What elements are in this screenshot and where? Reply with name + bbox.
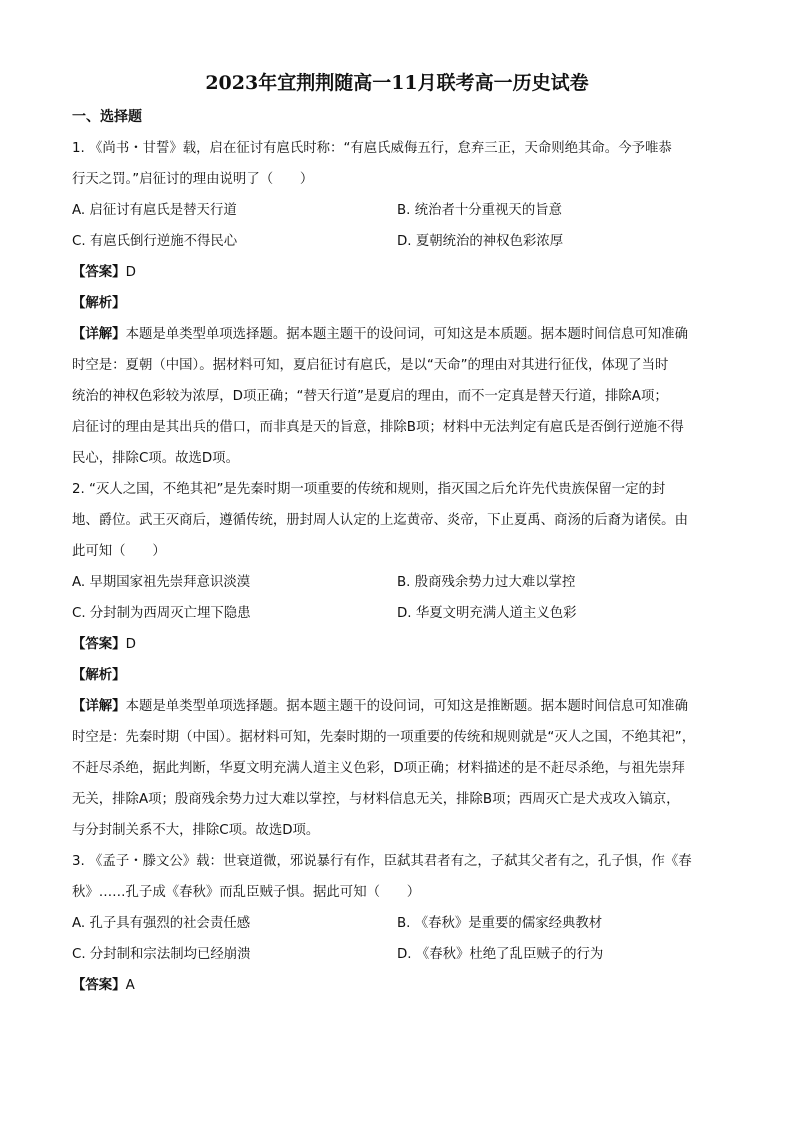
detail-line: 时空是：夏朝（中国）。据材料可知，夏启征讨有扈氏，是以“天命”的理由对其进行征伐，体现了当时 [72,358,669,373]
questions [72,140,722,1008]
option-c: C. 有扈氏倒行逆施不得民心 [72,234,238,249]
option-d: D. 夏朝统治的神权色彩浓厚 [397,234,564,249]
section-heading: 一、选择题 [72,109,142,125]
answer-value: A [125,978,135,993]
option-a: A. 孔子具有强烈的社会责任感 [72,916,251,931]
detail-line: 启征讨的理由是其出兵的借口，而非真是天的旨意，排除B项；材料中无法判定有扈氏是否倒行逆施不得 [72,420,684,435]
detail-line: 统治的神权色彩较为浓厚，D项正确；“替天行道”是夏启的理由，而不一定真是替天行道，排除A项； [72,389,668,404]
answer-value: D [125,265,136,280]
question-stem-line: 秋》……孔子成《春秋》而乱臣贼子惧。据此可知（ ） [72,885,421,900]
option-d: D. 《春秋》杜绝了乱臣贼子的行为 [397,947,604,962]
detail-line: 【详解】本题是单类型单项选择题。据本题主题干的设问词，可知这是本质题。据本题时间信息可知准确 [72,327,688,342]
options-row [72,915,722,946]
option-b: B. 统治者十分重视天的旨意 [397,203,562,218]
option-b: B. 《春秋》是重要的儒家经典教材 [397,916,603,931]
detail-line: 与分封制关系不大，排除C项。故选D项。 [72,823,320,838]
answer-line [72,977,722,1008]
answer-label: 【答案】 [72,265,126,280]
answer-line [72,636,722,667]
option-a: A. 启征讨有扈氏是替天行道 [72,203,237,218]
question-stem-line: 此可知（ ） [72,544,166,559]
options-row [72,233,722,264]
detail-line: 【详解】本题是单类型单项选择题。据本题主题干的设问词，可知这是推断题。据本题时间信息可知准确 [72,699,688,714]
question-stem-line: 1. 《尚书・甘誓》载，启在征讨有扈氏时称：“有扈氏威侮五行，怠弃三正，天命则绝其命。今予唯恭 [72,141,672,156]
option-a: A. 早期国家祖先崇拜意识淡漠 [72,575,251,590]
option-c: C. 分封制为西周灭亡埋下隐患 [72,606,251,621]
detail-line: 民心，排除C项。故选D项。 [72,451,239,466]
detail-label: 【详解】 [72,327,126,342]
detail-line: 时空是：先秦时期（中国）。据材料可知，先秦时期的一项重要的传统和规则就是“灭人之国，不绝其祀”， [72,730,696,745]
options-row [72,946,722,977]
analysis-label: 【解析】 [72,296,126,311]
detail-line: 无关，排除A项；殷商残余势力过大难以掌控，与材料信息无关，排除B项；西周灭亡是犬戎攻入镐京， [72,792,680,807]
answer-line [72,264,722,295]
option-d: D. 华夏文明充满人道主义色彩 [397,606,577,621]
question-stem-line: 3. 《孟子・滕文公》载：世衰道微，邪说暴行有作，臣弑其君者有之，子弑其父者有之，孔子惧，作《春 [72,854,692,869]
question-stem-line: 行天之罚。”启征讨的理由说明了（ ） [72,172,314,187]
options-row [72,574,722,605]
options-row [72,605,722,636]
answer-label: 【答案】 [72,978,126,993]
answer-value: D [125,637,136,652]
detail-line: 不赶尽杀绝，据此判断，华夏文明充满人道主义色彩，D项正确；材料描述的是不赶尽杀绝，与祖先崇拜 [72,761,685,776]
analysis-label: 【解析】 [72,668,126,683]
detail-label: 【详解】 [72,699,126,714]
question-stem-line: 2. “灭人之国，不绝其祀”是先秦时期一项重要的传统和规则，指灭国之后允许先代贵族保留一定的封 [72,482,666,497]
question-1 [72,140,722,481]
options-row [72,202,722,233]
question-stem-line: 地、爵位。武王灭商后，遵循传统，册封周人认定的上迄黄帝、炎帝，下止夏禹、商汤的后裔为诸侯。由 [72,513,688,528]
page-title: 2023年宜荆荆随高一11月联考高一历史试卷 [205,72,589,94]
question-3 [72,853,722,1008]
option-c: C. 分封制和宗法制均已经崩溃 [72,947,251,962]
question-2 [72,481,722,853]
answer-label: 【答案】 [72,637,126,652]
option-b: B. 殷商残余势力过大难以掌控 [397,575,576,590]
